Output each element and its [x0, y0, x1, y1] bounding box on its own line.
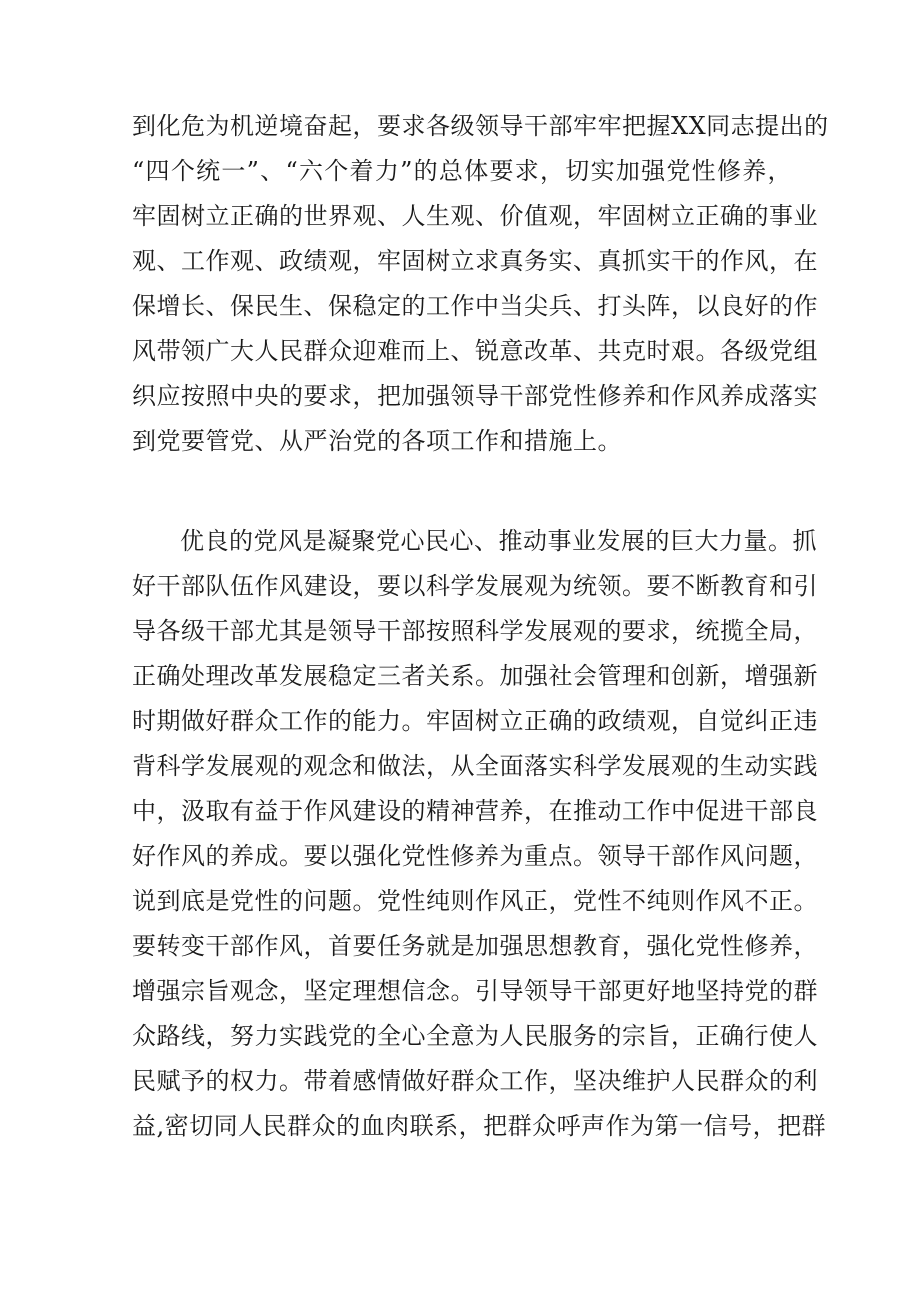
text-line: 好干部队伍作风建设，要以科学发展观为统领。要不断教育和引 — [132, 572, 818, 600]
text-line: 中，汲取有益于作风建设的精神营养，在推动工作中促进干部良 — [132, 797, 818, 825]
text-line: 风带领广大人民群众迎难而上、锐意改革、共克时艰。各级党组 — [132, 337, 818, 365]
text-line: 正确处理改革发展稳定三者关系。加强社会管理和创新，增强新 — [132, 662, 818, 690]
text-line: 说到底是党性的问题。党性纯则作风正，党性不纯则作风不正。 — [132, 887, 818, 915]
text-line: 织应按照中央的要求，把加强领导干部党性修养和作风养成落实 — [132, 382, 818, 410]
text-line: 益,密切同人民群众的血肉联系，把群众呼声作为第一信号，把群 — [132, 1112, 827, 1140]
paragraph-continued — [132, 104, 829, 464]
text-line: 到党要管党、从严治党的各项工作和措施上。 — [132, 427, 622, 455]
text-line: 牢固树立正确的世界观、人生观、价值观，牢固树立正确的事业 — [132, 202, 818, 230]
text-line: 观、工作观、政绩观，牢固树立求真务实、真抓实干的作风，在 — [132, 247, 818, 275]
text-line: 好作风的养成。要以强化党性修养为重点。领导干部作风问题， — [132, 842, 818, 870]
text-line: 保增长、保民生、保稳定的工作中当尖兵、打头阵，以良好的作 — [132, 292, 818, 320]
text-line: 背科学发展观的观念和做法，从全面落实科学发展观的生动实践 — [132, 752, 818, 780]
text-line: 众路线，努力实践党的全心全意为人民服务的宗旨，正确行使人 — [132, 1022, 818, 1050]
text-line: 要转变干部作风，首要任务就是加强思想教育，强化党性修养， — [132, 932, 818, 960]
text-line: 民赋予的权力。带着感情做好群众工作，坚决维护人民群众的利 — [132, 1067, 818, 1095]
text-line: 优良的党风是凝聚党心民心、推动事业发展的巨大力量。抓 — [180, 527, 817, 555]
text-line: “四个统一”、“六个着力”的总体要求，切实加强党性修养， — [132, 157, 792, 185]
text-line: 导各级干部尤其是领导干部按照科学发展观的要求，统揽全局， — [132, 617, 818, 645]
text-line: 增强宗旨观念，坚定理想信念。引导领导干部更好地坚持党的群 — [132, 977, 818, 1005]
paragraph — [132, 519, 827, 1149]
text-line: 时期做好群众工作的能力。牢固树立正确的政绩观，自觉纠正违 — [132, 707, 818, 735]
text-line: 到化危为机逆境奋起，要求各级领导干部牢牢把握XX同志提出的 — [132, 112, 829, 140]
